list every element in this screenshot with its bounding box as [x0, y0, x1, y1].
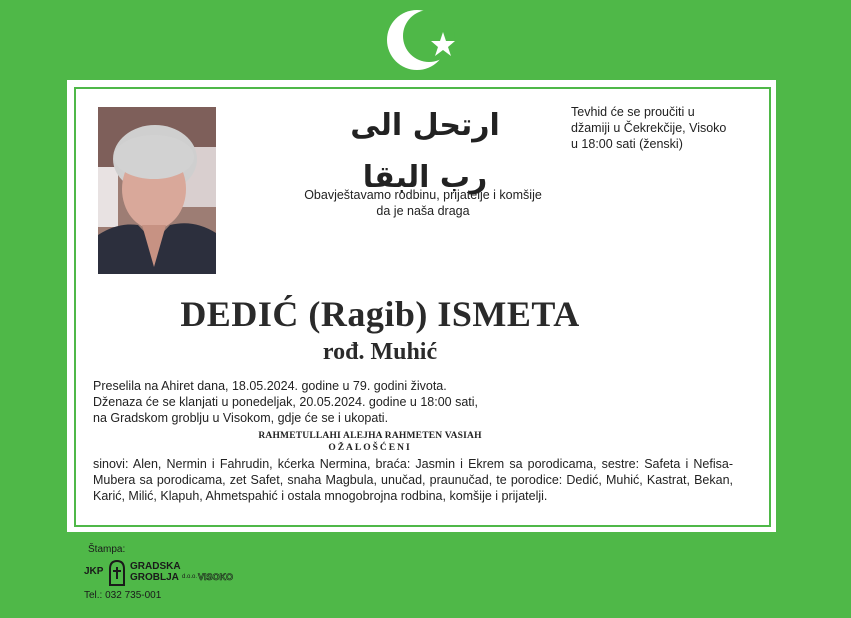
mourners-list: sinovi: Alen, Nermin i Fahrudin, kćerka Nermina, braća: Jasmin i Ekrem sa porodicama, sestre: Safeta i Nefisa-Mubera sa porodicama, zet Safet, snaha Magbula, unučad, praunučad, te porodice: Dedić, Muhić, Kastrat, Bekan, Karić, Milić, Klapuh, Ahmetspahić i ostala mnogobrojna rodbina, komšije i prijatelji. — [93, 457, 733, 503]
death-details — [93, 378, 593, 426]
tevhid-line: džamiji u Čekrekčije, Visoko — [571, 121, 727, 135]
logo-city: VISOKO — [198, 572, 234, 582]
crescent-star-icon — [385, 4, 465, 74]
tevhid-line: u 18:00 sati (ženski) — [571, 137, 683, 151]
logo-jkp: JKP — [84, 566, 104, 577]
print-label: Štampa: — [88, 544, 126, 555]
deceased-photo — [98, 107, 216, 274]
logo-doo: d.o.o. — [182, 574, 198, 580]
details-line: Preselila na Ahiret dana, 18.05.2024. godine u 79. godini života. — [93, 379, 447, 393]
tevhid-notice — [571, 104, 751, 152]
intro-line: Obavještavamo rodbinu, prijatelje i komšije — [304, 188, 542, 202]
printer-phone: Tel.: 032 735-001 — [84, 590, 162, 601]
maiden-name: rođ. Muhić — [322, 339, 438, 365]
tombstone-icon — [108, 560, 126, 586]
rahmet-prayer: RAHMETULLAHI ALEJHA RAHMETEN VASIAH — [258, 431, 482, 441]
logo-name — [130, 561, 181, 583]
arabic-calligraphy: ارتحل الى رب البقا — [350, 108, 500, 195]
intro-line: da je naša draga — [376, 204, 470, 218]
printer-logo — [84, 560, 244, 588]
deceased-name: DEDIĆ (Ragib) ISMETA — [180, 294, 580, 334]
details-line: Dženaza će se klanjati u ponedeljak, 20.05.2024. godine u 18:00 sati, — [93, 395, 478, 409]
logo-line2: GROBLJA — [130, 572, 179, 583]
mourners-heading: OŽALOŠĆENI — [328, 443, 412, 453]
details-line: na Gradskom groblju u Visokom, gdje će se i ukopati. — [93, 411, 389, 425]
logo-line1: GRADSKA — [130, 561, 181, 572]
tevhid-line: Tevhid će se proučiti u — [571, 105, 695, 119]
intro-text — [258, 187, 588, 219]
